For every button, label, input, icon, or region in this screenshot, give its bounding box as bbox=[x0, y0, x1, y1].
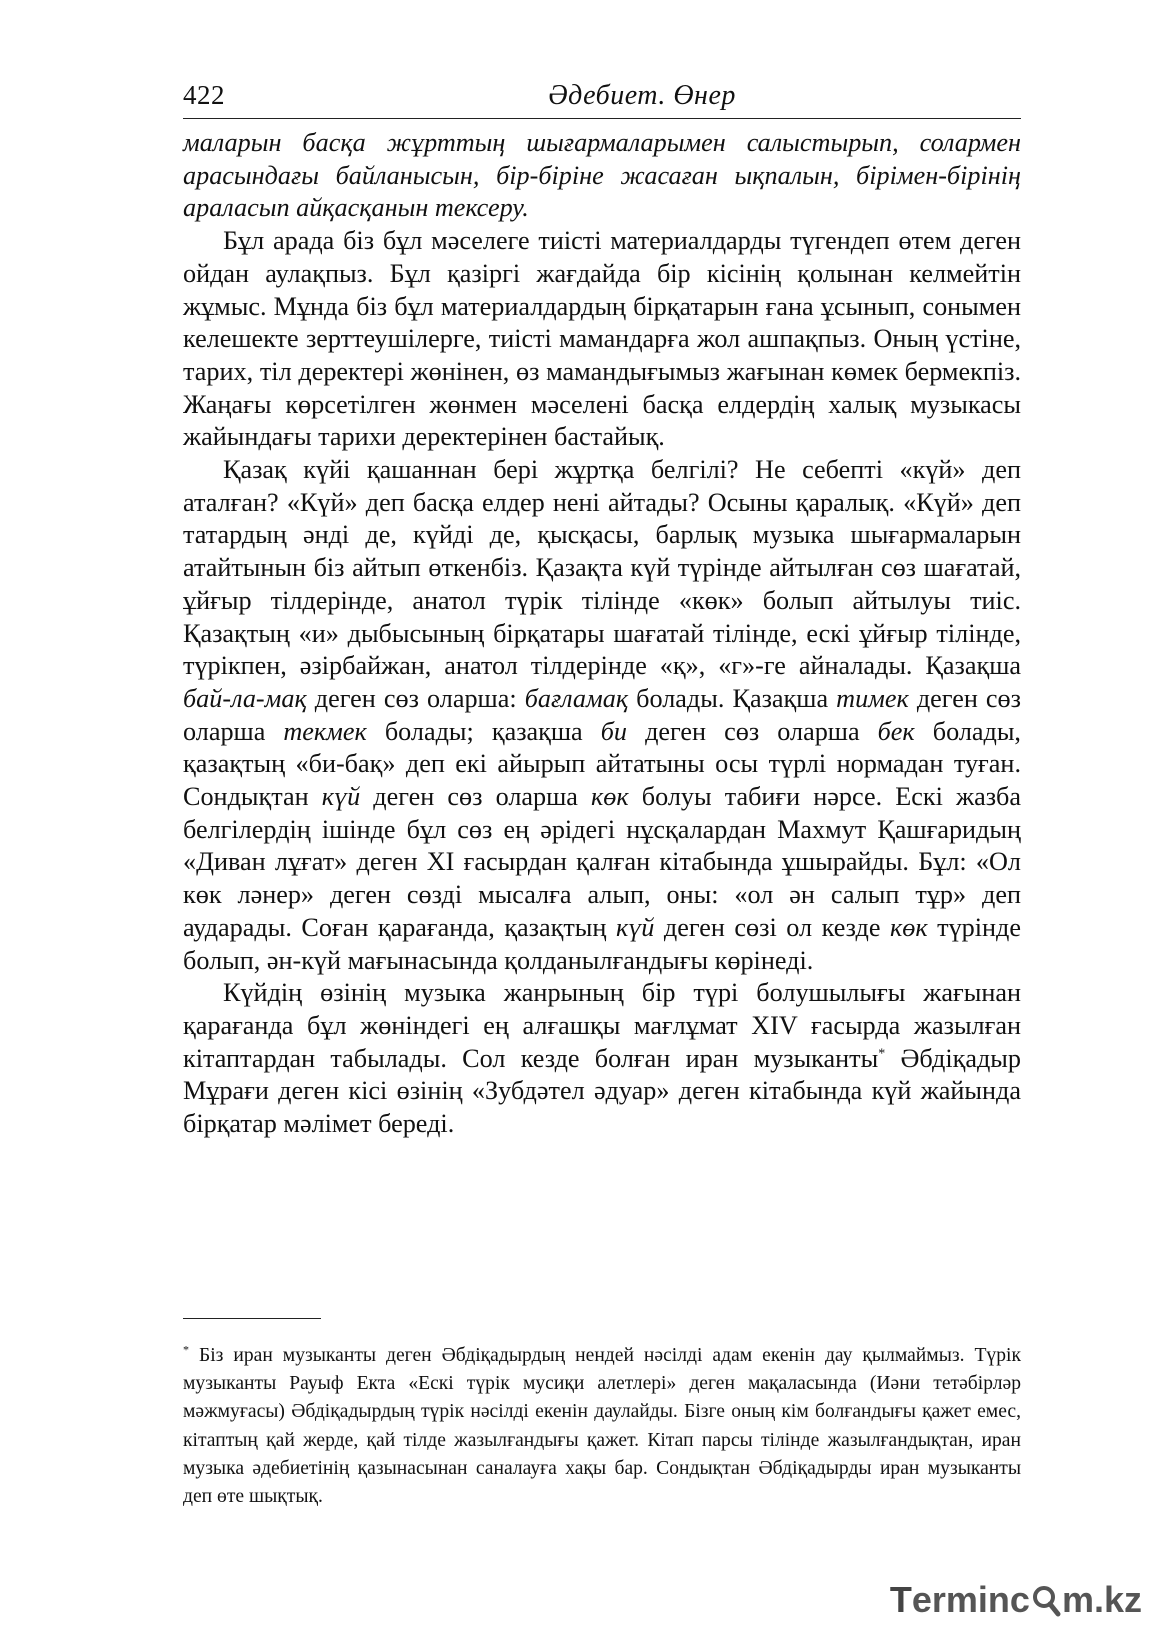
footnote-reference: * bbox=[878, 1045, 886, 1061]
italic-term: текмек bbox=[283, 716, 367, 746]
watermark-letter: T bbox=[889, 1579, 912, 1620]
text-run: болады. Қазақша bbox=[628, 683, 837, 713]
watermark-text: erminc bbox=[911, 1579, 1030, 1620]
text-run: түрінде болып, ән-күй мағынасында қолданылғандығы көрінеді. bbox=[183, 912, 1021, 975]
text-run: болуы табиғи нәрсе. Ескі жазба белгілердің ішінде бұл сөз ең әрідегі нұсқалардан Махмут Қашғаридың «Диван лұғат» деген XI ғасырдан қалған кітабында ұшырайды. Бұл: «Ол көк ләнер» деген сөзді мысалға алып, оны: «ол ән салып тұр» деп аударады. Соған қарағанда, қазақтың bbox=[183, 782, 1022, 942]
body-text bbox=[183, 127, 1021, 1141]
italic-term: көк bbox=[890, 912, 928, 942]
text-run: деген сөзі ол кезде bbox=[654, 912, 890, 942]
italic-term: би bbox=[600, 716, 628, 746]
footnote bbox=[183, 1342, 1021, 1511]
text-run: болады; қазақша bbox=[366, 716, 601, 746]
running-head bbox=[183, 78, 1021, 119]
italic-term: бай-ла-мақ bbox=[183, 683, 307, 713]
italic-term: күй bbox=[321, 782, 361, 812]
text-run: болады, қазақтың «би-бақ» деп екі айырып айтатыны осы түрлі нормадан туған. Сондықтан bbox=[183, 716, 1021, 812]
text-run: Қазақ күйі қашаннан бері жұртқа белгілі? Не себепті «күй» деп аталған? «Күй» деп басқа елдер нені айтады? Осыны қаралық. «Күй» деп татардың әнді де, күйді де, қысқасы, барлық музыка шығармаларын атайтынын біз айтып өткенбіз. Қазақта күй түрінде айтылған сөз шағатай, ұйғыр тілдерінде, анатол түрік тілінде «көк» болып айтылуы тиіс. Қазақтың «и» дыбысының бірқатары шағатай тілінде, ескі ұйғыр тілінде, түрікпен, әзірбайжан, анатол тілдерінде «қ», «г»-ге айналады. Қазақша bbox=[183, 455, 1021, 681]
paragraph-continuation: маларын басқа жұрттың шығармаларымен салыстырып, солармен арасындағы байланысын, бір-біріне жасаған ықпалын, бірімен-бірінің араласып айқасқанын тексеру. bbox=[183, 128, 1021, 223]
italic-term: бек bbox=[877, 716, 915, 746]
page-number: 422 bbox=[183, 80, 225, 110]
text-run: Әбдіқадыр Мұрағи деген кісі өзінің «Зубдәтел әдуар» деген кітабында күй жайында бірқатар мәлімет береді. bbox=[183, 1043, 1021, 1139]
footnote-mark: * bbox=[183, 1342, 189, 1357]
text-run: Күйдің өзінің музыка жанрының бір түрі болушылығы жағынан қарағанда бұл жөніндегі ең алғашқы мағлұмат XIV ғасырда жазылған кітаптардан табылады. Сол кезде болған иран музыканты bbox=[183, 978, 1021, 1073]
section-title: Әдебиет. Өнер bbox=[548, 80, 736, 111]
text-run: деген сөз оларша: bbox=[306, 683, 525, 713]
italic-term: күй bbox=[615, 912, 655, 942]
footnote-divider bbox=[183, 1318, 321, 1319]
text-run: деген сөз оларша bbox=[183, 683, 1021, 746]
text-run: деген сөз оларша bbox=[360, 782, 592, 812]
footnote-text: Біз иран музыканты деген Әбдіқадырдың нендей нәсілді адам екенін дау қылмаймыз. Түрік музыканты Рауыф Екта «Ескі түрік мусиқи алетлері» деген мақаласында (Иәни тетәбірләр мәжмуғасы) Әбдіқадырдың түрік нәсілді екенін даулайды. Бізге оның кім болғандығы қажет емес, кітаптың қай жерде, қай тілде жазылғандығы қажет. Кітап парсы тілінде жазылғандықтан, иран музыка әдебиетінің қазынасынан саналауға хақы бар. Сондықтан Әбдіқадырды иран музыканты деп өте шықтық. bbox=[183, 1345, 1021, 1508]
page bbox=[183, 78, 1021, 1141]
italic-term: бағламақ bbox=[524, 683, 629, 713]
magnifier-icon bbox=[1031, 1583, 1061, 1617]
text-run: деген сөз оларша bbox=[627, 716, 878, 746]
watermark-text-end: m.kz bbox=[1061, 1579, 1142, 1620]
italic-term: көк bbox=[591, 782, 629, 812]
paragraph-1: Бұл арада біз бұл мәселеге тиісті материалдарды түгендеп өтем деген ойдан аулақпыз. Бұл қазіргі жағдайда бір кісінің қолынан келмейтін жұмыс. Мұнда біз бұл материалдардың бірқатарын ғана ұсынып, сонымен келешекте зерттеушілерге, тиісті мамандарға жол ашпақпыз. Оның үстіне, тарих, тіл деректері жөнінен, өз мамандығымыз жағынан көмек бермекпіз. Жаңағы көрсетілген жөнмен мәселені басқа елдердің халық музыкасы жайындағы тарихи деректерінен бастайық. bbox=[183, 226, 1021, 452]
paragraph-3 bbox=[183, 977, 1021, 1141]
paragraph-2 bbox=[183, 454, 1021, 977]
italic-term: тимек bbox=[836, 683, 909, 713]
site-watermark bbox=[890, 1579, 1142, 1621]
